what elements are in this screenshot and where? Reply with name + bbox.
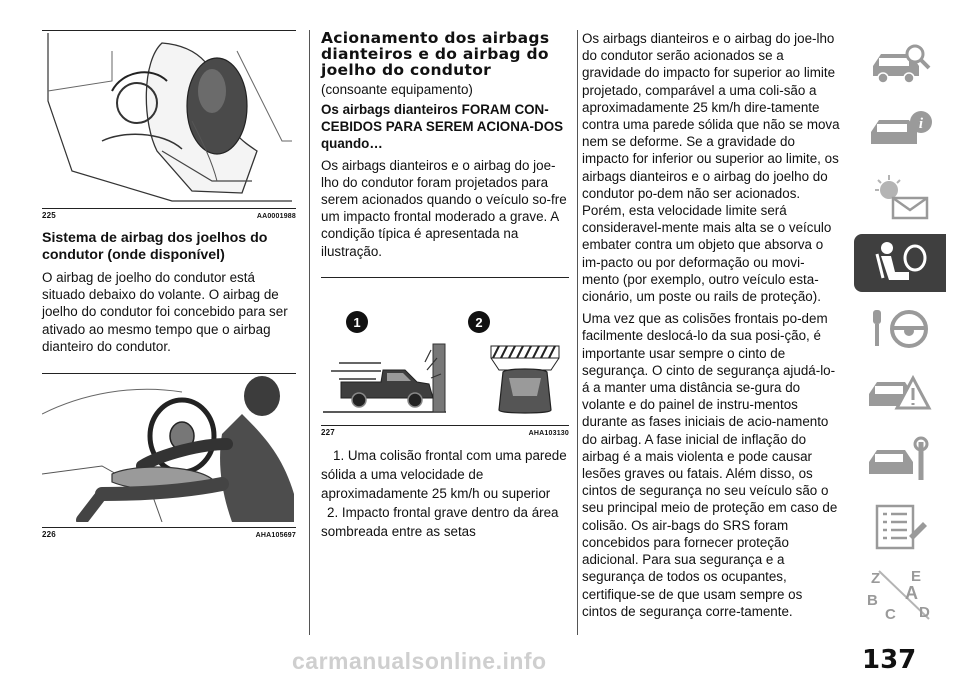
index-letter: Z [871,570,881,587]
sidebar-item-technical-data[interactable] [854,498,946,556]
figure-number: 227 [321,427,335,437]
figure-caption [321,425,569,437]
car-info-icon [865,106,935,156]
svg-text:i: i [918,116,924,132]
deployment-paragraph-1: Os airbags dianteiros e o airbag do joe-lho do condutor serão acionados se a gravidade do impacto for superior ao limite projetado, comparável a uma coli-são a aproximadamente 25 km/h dire-tamente contra uma parede sólida que não se mova nem se deforme. Se a gravidade do impacto for inferior ou superior ao limite, os airbags dianteiros e o airbag do joelho do condutor po-dem não ser acionados. Porém, esta velocidade limite será consideravel-mente mais alta se o veículo embater contra um objeto que absorva o im-pacto ou por deformação ou movi-mento (por exemplo, outro veículo esta-cionário, um poste ou rails de proteção). [582,31,840,305]
sidebar-item-index[interactable] [854,564,946,622]
figure-code: AHA105697 [255,532,296,540]
knee-airbag-illustration [42,31,296,203]
deployment-paragraph-2: Uma vez que as colisões frontais po-dem facilmente deslocá-lo da sua posi-ção, é importante usar sempre o cinto de segurança. O cinto de segurança ajudá-lo-á a manter uma distância se-gura do volante e do painel de instru-mentos durante as fases iniciais de acio-namento do airbag. A fase inicial de inflação do airbag é a mais violenta e pode causar lesões graves ou fatais. Além disso, os cintos de segurança no seu veículo são o seu principal meio de proteção em caso de colisão. Os air-bags do SRS foram concebidos para fornecer proteção adicional. Para sua segurança e a segurança de todos os ocupantes, certifique-se de que usam sempre os cintos de segurança corre-tamente. [582,311,838,619]
deployment-heading: Os airbags dianteiros FORAM CON-CEBIDOS PARA SEREM ACIONA-DOS quando… [321,101,564,151]
sidebar-item-starting-driving[interactable] [854,300,946,358]
badge-1-label: 1 [353,314,361,330]
sidebar-item-safety[interactable] [854,234,946,292]
badge-2-label: 2 [475,314,483,330]
knee-airbag-title: Sistema de airbag dos joelhos do condutor (onde disponível) [42,230,268,263]
chapter-sidebar [854,36,946,630]
figure-number: 226 [42,530,56,540]
middle-column [321,30,569,541]
car-warning-triangle-icon [865,370,935,420]
index-letter: B [867,592,878,609]
figure-caption [42,208,296,220]
car-wrench-icon [865,436,935,486]
section-title: Acionamento dos airbags dianteiros e do airbag do joelho do condutor [321,29,550,80]
availability-note: (consoante equipamento) [321,81,473,97]
right-column [582,30,840,620]
figure-225 [42,30,296,220]
sidebar-item-vehicle-info[interactable] [854,102,946,160]
knee-airbag-text: O airbag de joelho do condutor está situado debaixo do volante. O airbag de joelho do condutor foi concebido para ser ativado ao mesmo tempo que o airbag dianteiro do condutor. [42,270,288,354]
page-number: 137 [862,645,917,675]
column-divider [577,30,578,635]
index-letter: A [905,583,918,603]
sidebar-item-emergency[interactable] [854,366,946,424]
left-column [42,30,296,539]
driver-knee-airbag-illustration [42,374,296,522]
sidebar-item-knowing-vehicle[interactable] [854,36,946,94]
figure-caption [42,527,296,539]
index-letter: C [885,606,896,621]
alphabetical-index-icon [865,565,935,621]
sidebar-item-maintenance[interactable] [854,432,946,490]
column-divider [309,30,310,635]
watermark: carmanualsonline.info [292,648,547,674]
seat-airbag-icon [865,238,935,288]
index-letter: D [919,604,930,621]
figure-code: AHA103130 [528,429,569,437]
key-steering-wheel-icon [865,304,935,354]
shaded-impact-area [491,346,559,370]
figure-code: AA0001988 [256,213,296,220]
sidebar-item-warning-lights[interactable] [854,168,946,226]
figure-227 [321,277,569,437]
warning-light-message-icon [865,172,935,222]
frontal-collision-illustration [321,278,569,420]
figure-legend [321,446,569,541]
car-search-icon [865,40,935,90]
legend-item-1: 1. Uma colisão frontal com uma parede sólida a uma velocidade de aproximadamente 25 km/h ou superior [321,447,567,501]
legend-item-2: 2. Impacto frontal grave dentro da área sombreada entre as setas [321,504,559,539]
figure-number: 225 [42,211,56,220]
checklist-specs-icon [865,502,935,552]
figure-226 [42,373,296,539]
intro-text: Os airbags dianteiros e o airbag do joe-lho do condutor foram projetados para serem acionados quando o veículo so-fre um impacto frontal moderado a grave. A condição típica é apresentada na ilustração. [321,157,567,259]
index-letter: E [911,568,922,585]
